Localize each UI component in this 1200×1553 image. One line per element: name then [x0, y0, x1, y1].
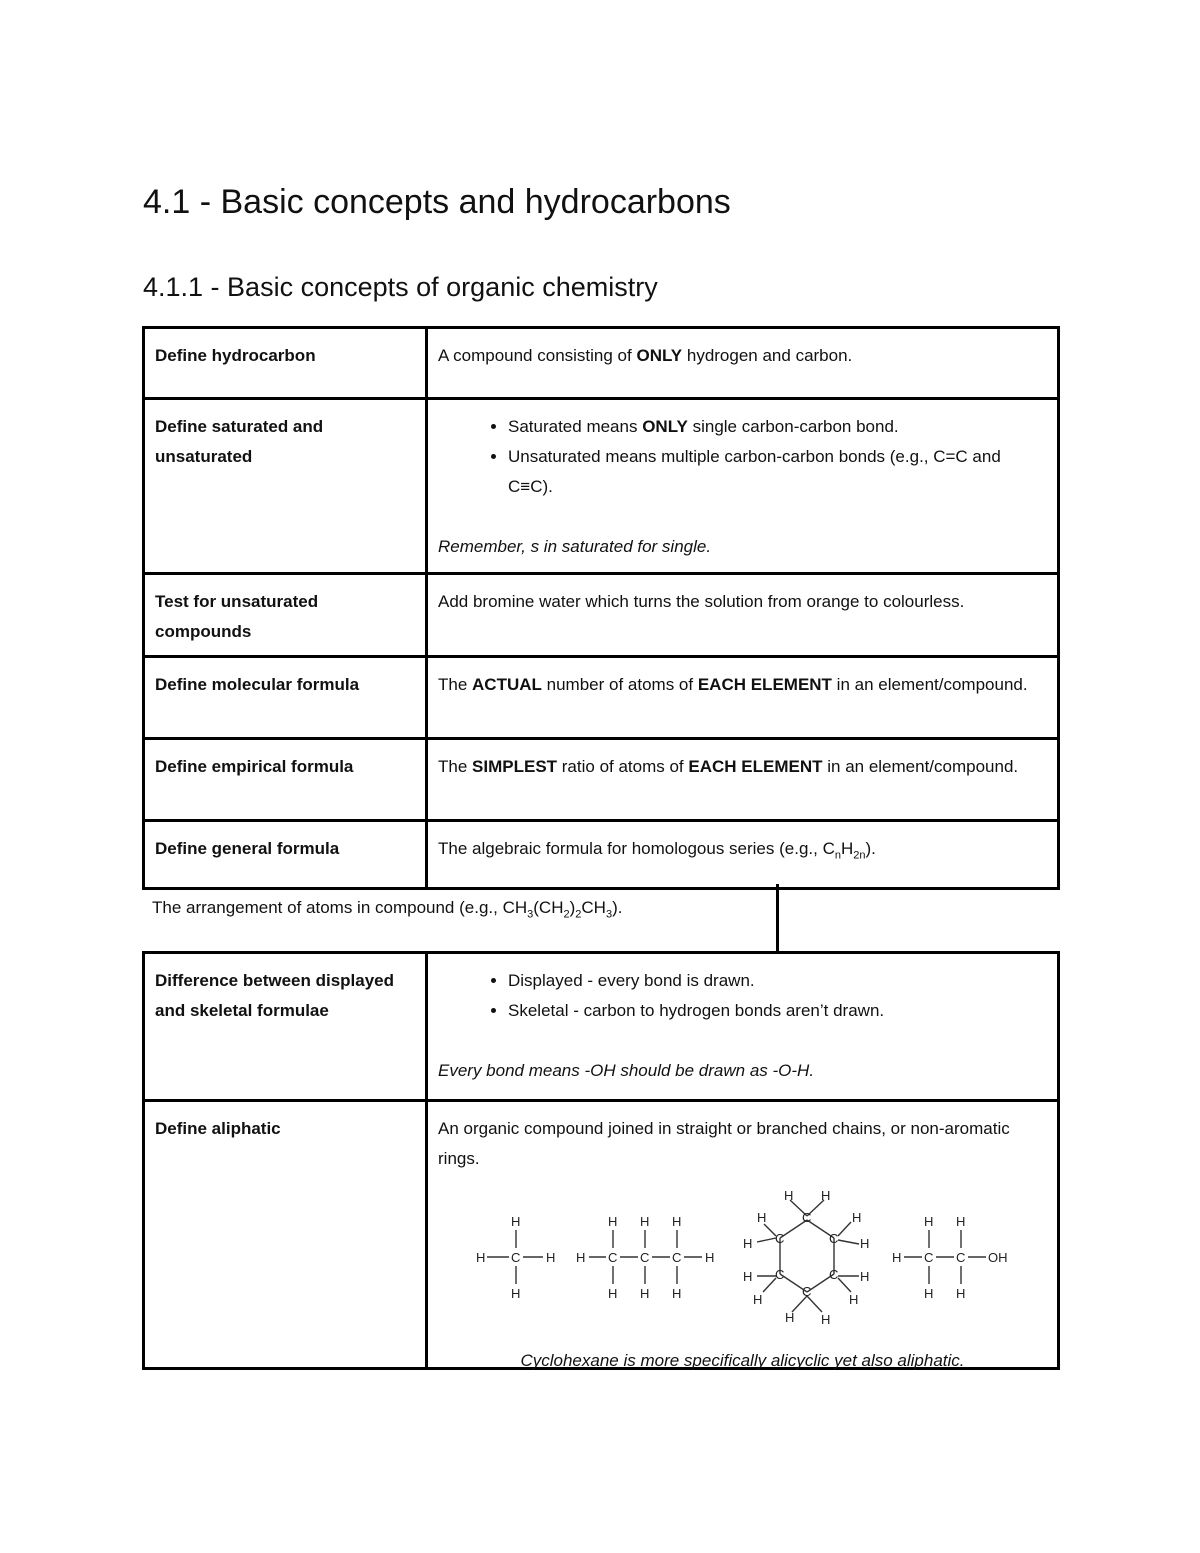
list-item: • Saturated means ONLY single carbon-carbon bond. [508, 412, 1047, 442]
h-atom: H [607, 1286, 618, 1301]
list-item: • Unsaturated means multiple carbon-carbon bonds (e.g., C=C and C≡C). [508, 442, 1047, 502]
h-atom: H [510, 1286, 521, 1301]
propane-diagram [574, 1210, 724, 1306]
list-item: • Displayed - every bond is drawn. [508, 966, 1047, 996]
h-atom: H [607, 1214, 618, 1229]
term-cell: Define aliphatic [145, 1102, 428, 1367]
h-atom: H [639, 1286, 650, 1301]
term-cell: Test for unsaturated compounds [145, 575, 428, 655]
h-atom: H [757, 1210, 767, 1225]
cyclohexane-caption: Cyclohexane is more specifically alicyclic yet also aliphatic. [520, 1351, 965, 1370]
h-atom: H [892, 1250, 902, 1265]
term-cell: Define molecular formula [145, 658, 428, 737]
definition-cell [428, 400, 1057, 572]
h-atom: H [704, 1250, 715, 1265]
definition-cell: The ACTUAL number of atoms of EACH ELEMENT in an element/compound. [438, 675, 1028, 694]
c-atom: C [775, 1231, 785, 1246]
definition-cell [428, 1102, 1057, 1370]
term-cell: Define general formula [145, 822, 428, 887]
definition-cell [428, 954, 1057, 1099]
mnemonic-note: Remember, s in saturated for single. [438, 537, 712, 556]
h-atom: H [821, 1312, 831, 1327]
term-cell: Define hydrocarbon [145, 329, 428, 397]
bullet-list [438, 966, 1047, 1026]
h-atom: H [753, 1292, 763, 1307]
h-atom: H [784, 1188, 794, 1203]
h-atom: H [475, 1250, 486, 1265]
bond-note: Every bond means -OH should be drawn as -O-H. [438, 1061, 815, 1080]
h-atom: H [575, 1250, 586, 1265]
definition-cell: A compound consisting of ONLY hydrogen and carbon. [438, 346, 853, 365]
table-row [145, 737, 1057, 819]
c-atom: C [671, 1250, 682, 1265]
c-atom: C [802, 1284, 812, 1299]
term-cell: Define saturated and unsaturated [145, 400, 428, 572]
definition-cell: The algebraic formula for homologous series (e.g., $C_nH_{2n}$). [438, 839, 876, 862]
definitions-table-1 [142, 326, 1060, 890]
term-cell: Difference between displayed and skeletal formulae [145, 954, 428, 1099]
term-cell: Define empirical formula [145, 740, 428, 819]
h-atom: H [671, 1214, 682, 1229]
h-atom: H [852, 1210, 862, 1225]
h-atom: H [821, 1188, 831, 1203]
h-atom: H [956, 1214, 966, 1229]
c-atom: C [829, 1231, 839, 1246]
section-title: 4.1.1 - Basic concepts of organic chemistry [143, 272, 658, 302]
h-atom: H [671, 1286, 682, 1301]
c-atom: C [829, 1267, 839, 1282]
table-row [145, 819, 1057, 887]
table-row [145, 655, 1057, 737]
methane-diagram [471, 1210, 561, 1306]
h-atom: H [743, 1269, 753, 1284]
h-atom: H [849, 1292, 859, 1307]
c-atom: C [956, 1250, 966, 1265]
c-atom: C [510, 1250, 521, 1265]
cyclohexane-diagram [737, 1188, 877, 1328]
c-atom: C [924, 1250, 934, 1265]
table-row [145, 1099, 1057, 1370]
h-atom: H [860, 1269, 870, 1284]
c-atom: C [775, 1267, 785, 1282]
c-atom: C [802, 1210, 812, 1225]
h-atom: H [860, 1236, 870, 1251]
structural-formula-cell: The arrangement of atoms in compound (e.g., $CH_3(CH_2)_2CH_3$). [142, 884, 779, 954]
definition-cell: The SIMPLEST ratio of atoms of EACH ELEMENT in an element/compound. [438, 757, 1019, 776]
definitions-table-2 [142, 951, 1060, 1370]
h-atom: H [785, 1310, 795, 1325]
oh-group: OH [988, 1250, 1008, 1265]
h-atom: H [956, 1286, 966, 1301]
h-atom: H [510, 1214, 521, 1229]
table-row [145, 954, 1057, 1099]
page-title: 4.1 - Basic concepts and hydrocarbons [143, 183, 731, 221]
table-row [145, 572, 1057, 655]
table-row [145, 397, 1057, 572]
definition-cell: Add bromine water which turns the solution from orange to colourless. [438, 592, 965, 611]
molecule-diagrams [438, 1174, 1047, 1334]
bullet-list [438, 412, 1047, 502]
h-atom: H [924, 1214, 934, 1229]
h-atom: H [743, 1236, 753, 1251]
c-atom: C [639, 1250, 650, 1265]
h-atom: H [924, 1286, 934, 1301]
h-atom: H [639, 1214, 650, 1229]
table-row [145, 329, 1057, 397]
c-atom: C [607, 1250, 618, 1265]
aliphatic-definition: An organic compound joined in straight or branched chains, or non-aromatic rings. [438, 1119, 1010, 1168]
ethanol-diagram [890, 1210, 1020, 1306]
h-atom: H [545, 1250, 556, 1265]
list-item: • Skeletal - carbon to hydrogen bonds aren’t drawn. [508, 996, 1047, 1026]
